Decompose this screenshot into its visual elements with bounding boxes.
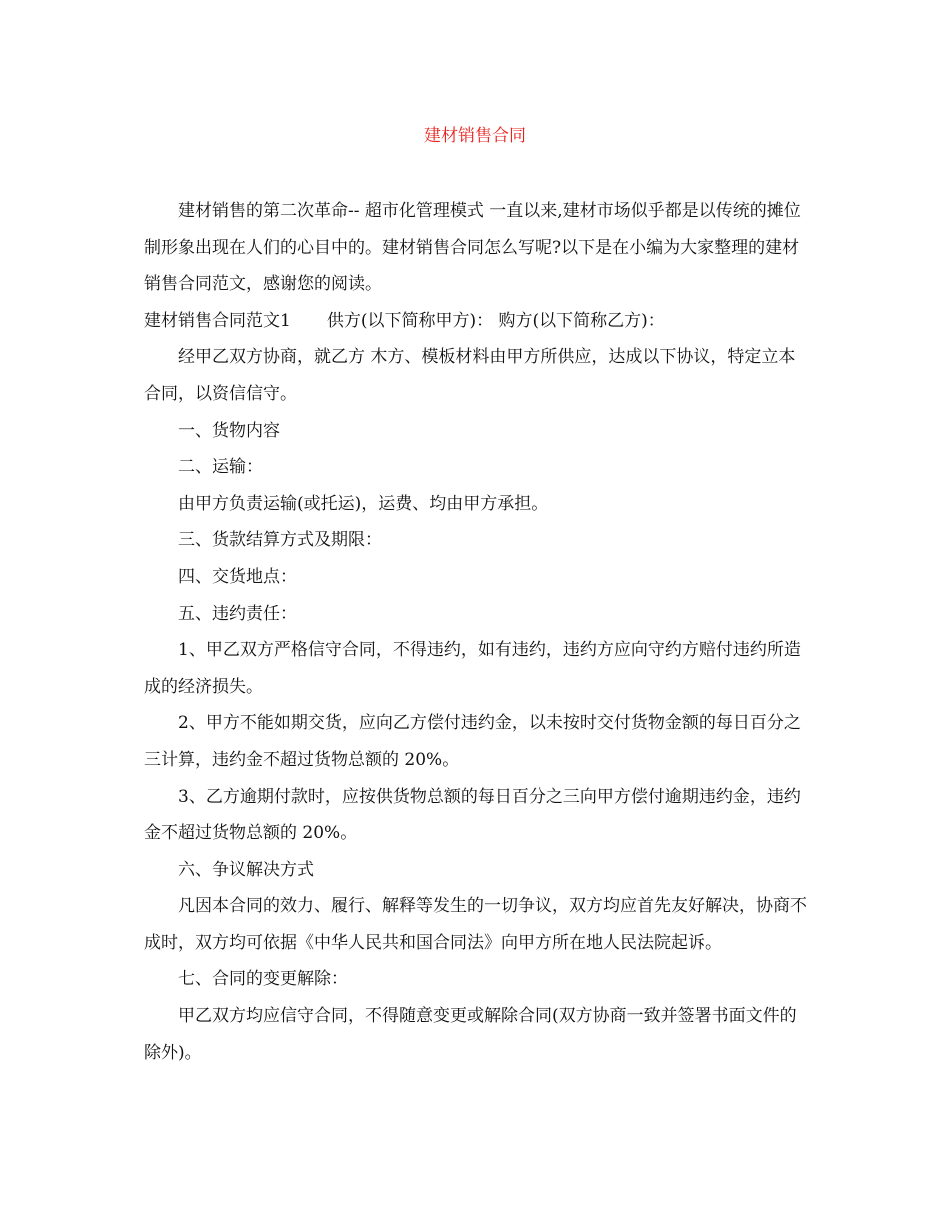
section-5-item-1: 1、甲乙双方严格信守合同，不得违约，如有违约，违约方应向守约方赔付违约所造成的经济损失。 [144, 640, 801, 697]
section-2-text: 由甲方负责运输(或托运)，运费、均由甲方承担。 [178, 493, 549, 514]
section-7-heading: 七、合同的变更解除： [178, 969, 348, 990]
section-5-heading: 五、违约责任： [178, 603, 297, 624]
section-2-heading: 二、运输： [178, 457, 263, 478]
intro-paragraph: 建材销售的第二次革命-- 超市化管理模式 一直以来,建材市场似乎都是以传统的摊位制形象出现在人们的心目中的。建材销售合同怎么写呢?以下是在小编为大家整理的建材销售合同范文，感谢您的阅读。 [144, 201, 801, 295]
preamble-paragraph: 经甲乙双方协商，就乙方 木方、模板材料由甲方所供应，达成以下协议，特定立本合同，以资信信守。 [144, 347, 796, 404]
section-6-text: 凡因本合同的效力、履行、解释等发生的一切争议，双方均应首先友好解决，协商不成时，双方均可依据《中华人民共和国合同法》向甲方所在地人民法院起诉。 [144, 896, 807, 953]
sample-heading-line [144, 303, 808, 340]
section-6-heading: 六、争议解决方式 [178, 859, 314, 880]
section-3-heading: 三、货款结算方式及期限： [178, 530, 382, 551]
document-title: 建材销售合同 [424, 126, 526, 146]
document-body [144, 193, 808, 1071]
section-5-item-3: 3、乙方逾期付款时，应按供货物总额的每日百分之三向甲方偿付逾期违约金，违约金不超过货物总额的 20%。 [144, 786, 801, 844]
sample-heading: 建材销售合同范文1 [144, 310, 291, 331]
parties-line: 供方(以下简称甲方)： 购方(以下简称乙方)： [326, 310, 665, 331]
section-5-item-2: 2、甲方不能如期交货，应向乙方偿付违约金，以未按时交付货物金额的每日百分之三计算，违约金不超过货物总额的 20%。 [144, 713, 801, 770]
section-4-heading: 四、交货地点： [178, 566, 297, 587]
section-7-text: 甲乙双方均应信守合同，不得随意变更或解除合同(双方协商一致并签署书面文件的除外)。 [144, 1006, 797, 1063]
section-1-heading: 一、货物内容 [178, 420, 280, 441]
